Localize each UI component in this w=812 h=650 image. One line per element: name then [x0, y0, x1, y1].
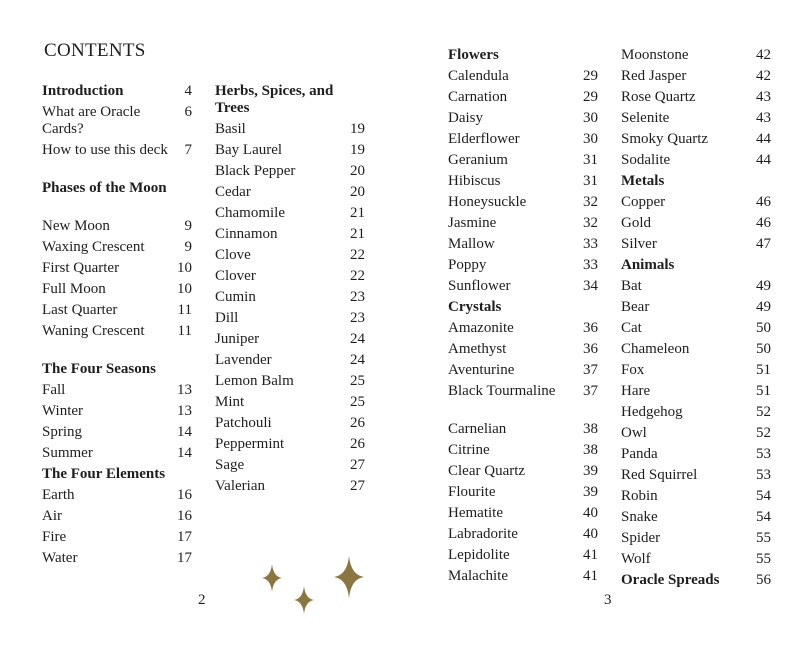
- toc-entry: [215, 268, 365, 289]
- toc-entry: [621, 425, 771, 446]
- toc-entry: [215, 457, 365, 478]
- toc-entry: [621, 131, 771, 152]
- section-heading: [42, 466, 192, 487]
- entry-page-number: 4: [184, 83, 192, 99]
- toc-entry: [448, 152, 598, 173]
- section-heading: [621, 173, 771, 194]
- entry-label: Dill: [215, 310, 239, 326]
- entry-label: Smoky Quartz: [621, 131, 709, 147]
- toc-entry: [42, 424, 192, 445]
- entry-page-number: 33: [583, 257, 598, 273]
- page-number-left: 2: [198, 592, 206, 608]
- entry-page-number: 24: [350, 352, 365, 368]
- entry-page-number: 7: [184, 142, 192, 158]
- toc-entry: [621, 215, 771, 236]
- entry-page-number: 40: [583, 526, 598, 542]
- entry-label: Cinnamon: [215, 226, 278, 242]
- entry-page-number: 9: [184, 218, 192, 234]
- toc-entry: [621, 194, 771, 215]
- toc-entry: [215, 373, 365, 394]
- toc-column-right-2: [621, 47, 771, 593]
- entry-label: Waxing Crescent: [42, 239, 145, 255]
- entry-page-number: 25: [350, 394, 365, 410]
- entry-page-number: 52: [756, 425, 771, 441]
- entry-label: Waning Crescent: [42, 323, 145, 339]
- entry-label: Panda: [621, 446, 658, 462]
- entry-page-number: 10: [177, 281, 192, 297]
- entry-label: Patchouli: [215, 415, 272, 431]
- toc-entry: [621, 467, 771, 488]
- toc-entry: [621, 89, 771, 110]
- entry-label: Introduction: [42, 83, 124, 99]
- toc-entry: [42, 382, 192, 403]
- entry-page-number: 13: [177, 403, 192, 419]
- entry-label: Earth: [42, 487, 75, 503]
- entry-label: Wolf: [621, 551, 651, 567]
- entry-label: Fire: [42, 529, 67, 545]
- toc-entry: [621, 383, 771, 404]
- entry-page-number: 46: [756, 215, 771, 231]
- entry-label: Snake: [621, 509, 658, 525]
- entry-page-number: 20: [350, 184, 365, 200]
- entry-label: Honeysuckle: [448, 194, 527, 210]
- entry-page-number: 30: [583, 131, 598, 147]
- entry-label: Flourite: [448, 484, 496, 500]
- entry-page-number: 14: [177, 424, 192, 440]
- entry-label: Herbs, Spices, and Trees: [215, 83, 334, 116]
- toc-entry: [621, 278, 771, 299]
- toc-entry: [621, 509, 771, 530]
- toc-entry: [621, 341, 771, 362]
- entry-label: Geranium: [448, 152, 508, 168]
- entry-page-number: 44: [756, 131, 771, 147]
- toc-column-left-2: [215, 83, 365, 499]
- entry-page-number: 37: [583, 362, 598, 378]
- entry-page-number: 49: [756, 278, 771, 294]
- toc-entry: [621, 236, 771, 257]
- entry-label: Hare: [621, 383, 651, 399]
- entry-page-number: 41: [583, 547, 598, 563]
- toc-entry: [42, 487, 192, 508]
- toc-entry: [42, 239, 192, 260]
- entry-page-number: 38: [583, 421, 598, 437]
- toc-entry: [621, 551, 771, 572]
- entry-page-number: 11: [177, 323, 192, 339]
- entry-page-number: 40: [583, 505, 598, 521]
- toc-entry: [448, 484, 598, 505]
- entry-label: Clover: [215, 268, 256, 284]
- toc-entry: [448, 568, 598, 589]
- entry-page-number: 50: [756, 341, 771, 357]
- entry-label: Red Jasper: [621, 68, 687, 84]
- entry-page-number: 24: [350, 331, 365, 347]
- entry-label: Carnation: [448, 89, 508, 105]
- toc-entry: [215, 163, 365, 184]
- entry-page-number: 19: [350, 142, 365, 158]
- entry-page-number: 42: [756, 68, 771, 84]
- toc-entry: [448, 362, 598, 383]
- toc-entry: [621, 320, 771, 341]
- entry-page-number: 54: [756, 488, 771, 504]
- toc-entry: [621, 446, 771, 467]
- entry-page-number: 36: [583, 320, 598, 336]
- toc-entry: [448, 383, 598, 421]
- section-heading: [448, 299, 598, 320]
- entry-label: Selenite: [621, 110, 670, 126]
- entry-label: Amethyst: [448, 341, 507, 357]
- entry-page-number: 33: [583, 236, 598, 252]
- toc-entry: [448, 236, 598, 257]
- entry-page-number: 6: [184, 104, 192, 120]
- entry-label: Moonstone: [621, 47, 689, 63]
- sparkle-star-icon: [294, 586, 314, 614]
- toc-entry: [42, 550, 192, 571]
- toc-entry: [448, 421, 598, 442]
- toc-entry: [42, 445, 192, 466]
- toc-entry: [42, 142, 192, 180]
- entry-page-number: 47: [756, 236, 771, 252]
- entry-page-number: 17: [177, 529, 192, 545]
- toc-entry: [448, 442, 598, 463]
- entry-label: Hematite: [448, 505, 503, 521]
- entry-label: Valerian: [215, 478, 265, 494]
- toc-entry: [621, 362, 771, 383]
- toc-entry: [215, 142, 365, 163]
- entry-page-number: 31: [583, 173, 598, 189]
- entry-label: Silver: [621, 236, 657, 252]
- entry-label: Malachite: [448, 568, 508, 584]
- toc-entry: [448, 547, 598, 568]
- entry-page-number: 26: [350, 436, 365, 452]
- toc-column-left-1: [42, 83, 192, 571]
- entry-label: Carnelian: [448, 421, 507, 437]
- entry-label: Aventurine: [448, 362, 515, 378]
- toc-entry: [621, 110, 771, 131]
- entry-page-number: 43: [756, 110, 771, 126]
- entry-page-number: 41: [583, 568, 598, 584]
- toc-entry: [215, 226, 365, 247]
- entry-page-number: 39: [583, 463, 598, 479]
- entry-page-number: 17: [177, 550, 192, 566]
- entry-label: Mallow: [448, 236, 495, 252]
- entry-page-number: 16: [177, 487, 192, 503]
- toc-entry: [42, 508, 192, 529]
- toc-entry: [42, 281, 192, 302]
- toc-entry: [621, 47, 771, 68]
- toc-entry: [621, 404, 771, 425]
- entry-page-number: 32: [583, 215, 598, 231]
- entry-label: The Four Seasons: [42, 361, 156, 377]
- entry-label: Animals: [621, 257, 675, 273]
- entry-label: Spring: [42, 424, 83, 440]
- page-number-right: 3: [604, 592, 612, 608]
- entry-label: Black Pepper: [215, 163, 296, 179]
- entry-page-number: 23: [350, 289, 365, 305]
- entry-page-number: 29: [583, 68, 598, 84]
- toc-entry: [448, 463, 598, 484]
- entry-page-number: 21: [350, 205, 365, 221]
- toc-entry: [42, 104, 192, 142]
- section-heading: [42, 180, 192, 218]
- entry-label: The Four Elements: [42, 466, 166, 482]
- entry-page-number: 14: [177, 445, 192, 461]
- entry-page-number: 25: [350, 373, 365, 389]
- entry-label: Calendula: [448, 68, 509, 84]
- toc-entry: [448, 278, 598, 299]
- toc-entry: [215, 415, 365, 436]
- toc-entry: [215, 352, 365, 373]
- toc-entry: [215, 205, 365, 226]
- toc-entry: [215, 478, 365, 499]
- entry-label: Poppy: [448, 257, 487, 273]
- toc-entry: [448, 215, 598, 236]
- entry-label: Amazonite: [448, 320, 514, 336]
- entry-label: Owl: [621, 425, 647, 441]
- toc-entry: [448, 68, 598, 89]
- entry-page-number: 27: [350, 478, 365, 494]
- entry-page-number: 31: [583, 152, 598, 168]
- section-heading: [42, 83, 192, 104]
- entry-label: Cumin: [215, 289, 256, 305]
- entry-label: Lepidolite: [448, 547, 510, 563]
- entry-label: What are Oracle Cards?: [42, 104, 141, 137]
- entry-label: Elderflower: [448, 131, 520, 147]
- entry-label: Copper: [621, 194, 666, 210]
- entry-page-number: 11: [177, 302, 192, 318]
- entry-page-number: 32: [583, 194, 598, 210]
- entry-page-number: 36: [583, 341, 598, 357]
- entry-page-number: 20: [350, 163, 365, 179]
- entry-page-number: 52: [756, 404, 771, 420]
- entry-page-number: 54: [756, 509, 771, 525]
- toc-entry: [448, 257, 598, 278]
- section-heading: [448, 47, 598, 68]
- toc-entry: [621, 299, 771, 320]
- entry-label: Lemon Balm: [215, 373, 294, 389]
- entry-page-number: 29: [583, 89, 598, 105]
- entry-label: Bat: [621, 278, 642, 294]
- entry-page-number: 13: [177, 382, 192, 398]
- entry-label: Citrine: [448, 442, 490, 458]
- entry-label: Clear Quartz: [448, 463, 526, 479]
- toc-entry: [215, 289, 365, 310]
- toc-entry: [42, 403, 192, 424]
- entry-label: Air: [42, 508, 62, 524]
- entry-label: Phases of the Moon: [42, 180, 167, 196]
- toc-entry: [42, 529, 192, 550]
- entry-page-number: 16: [177, 508, 192, 524]
- entry-label: Spider: [621, 530, 661, 546]
- entry-label: Chamomile: [215, 205, 285, 221]
- entry-label: Chameleon: [621, 341, 690, 357]
- entry-label: Labradorite: [448, 526, 518, 542]
- entry-page-number: 19: [350, 121, 365, 137]
- entry-page-number: 30: [583, 110, 598, 126]
- toc-entry: [215, 121, 365, 142]
- entry-label: Jasmine: [448, 215, 497, 231]
- entry-page-number: 27: [350, 457, 365, 473]
- entry-page-number: 34: [583, 278, 598, 294]
- entry-page-number: 38: [583, 442, 598, 458]
- toc-entry: [621, 488, 771, 509]
- entry-label: Daisy: [448, 110, 483, 126]
- entry-label: Bear: [621, 299, 650, 315]
- entry-label: Gold: [621, 215, 651, 231]
- section-heading: [621, 572, 771, 593]
- toc-entry: [215, 394, 365, 415]
- entry-page-number: 23: [350, 310, 365, 326]
- section-heading: [621, 257, 771, 278]
- entry-label: Fox: [621, 362, 645, 378]
- entry-label: Oracle Spreads: [621, 572, 720, 588]
- entry-label: Juniper: [215, 331, 260, 347]
- entry-label: Basil: [215, 121, 246, 137]
- entry-label: Robin: [621, 488, 658, 504]
- entry-page-number: 43: [756, 89, 771, 105]
- entry-page-number: 50: [756, 320, 771, 336]
- entry-page-number: 55: [756, 530, 771, 546]
- entry-page-number: 51: [756, 362, 771, 378]
- entry-page-number: 22: [350, 247, 365, 263]
- entry-page-number: 26: [350, 415, 365, 431]
- entry-page-number: 9: [184, 239, 192, 255]
- toc-entry: [215, 310, 365, 331]
- entry-label: Winter: [42, 403, 84, 419]
- entry-page-number: 49: [756, 299, 771, 315]
- entry-label: Water: [42, 550, 78, 566]
- entry-page-number: 56: [756, 572, 771, 588]
- toc-entry: [448, 110, 598, 131]
- entry-label: Fall: [42, 382, 66, 398]
- entry-page-number: 37: [583, 383, 598, 399]
- sparkle-star-icon: [262, 564, 282, 592]
- section-heading: [215, 83, 365, 121]
- toc-entry: [621, 68, 771, 89]
- toc-entry: [42, 260, 192, 281]
- entry-label: Rose Quartz: [621, 89, 696, 105]
- toc-entry: [448, 173, 598, 194]
- toc-entry: [215, 436, 365, 457]
- entry-label: Crystals: [448, 299, 502, 315]
- entry-page-number: 42: [756, 47, 771, 63]
- entry-label: Black Tourmaline: [448, 383, 556, 399]
- entry-label: How to use this deck: [42, 142, 168, 158]
- toc-entry: [215, 331, 365, 352]
- entry-label: Hedgehog: [621, 404, 683, 420]
- entry-page-number: 39: [583, 484, 598, 500]
- entry-page-number: 22: [350, 268, 365, 284]
- entry-label: New Moon: [42, 218, 110, 234]
- toc-entry: [42, 218, 192, 239]
- toc-entry: [448, 89, 598, 110]
- toc-entry: [448, 526, 598, 547]
- entry-label: Last Quarter: [42, 302, 118, 318]
- entry-label: First Quarter: [42, 260, 120, 276]
- toc-entry: [621, 530, 771, 551]
- toc-entry: [448, 341, 598, 362]
- entry-label: Sunflower: [448, 278, 511, 294]
- entry-label: Metals: [621, 173, 665, 189]
- section-heading: [42, 361, 192, 382]
- entry-label: Sage: [215, 457, 245, 473]
- contents-title: CONTENTS: [44, 40, 146, 61]
- entry-label: Hibiscus: [448, 173, 501, 189]
- toc-entry: [42, 323, 192, 361]
- entry-label: Cat: [621, 320, 642, 336]
- entry-page-number: 44: [756, 152, 771, 168]
- entry-page-number: 53: [756, 467, 771, 483]
- toc-entry: [448, 131, 598, 152]
- entry-label: Flowers: [448, 47, 499, 63]
- entry-page-number: 21: [350, 226, 365, 242]
- entry-label: Clove: [215, 247, 251, 263]
- entry-page-number: 10: [177, 260, 192, 276]
- toc-entry: [448, 194, 598, 215]
- toc-entry: [215, 184, 365, 205]
- toc-column-right-1: [448, 47, 598, 589]
- toc-entry: [621, 152, 771, 173]
- entry-label: Peppermint: [215, 436, 285, 452]
- toc-entry: [448, 320, 598, 341]
- entry-page-number: 46: [756, 194, 771, 210]
- entry-page-number: 51: [756, 383, 771, 399]
- toc-entry: [448, 505, 598, 526]
- entry-label: Bay Laurel: [215, 142, 283, 158]
- entry-page-number: 53: [756, 446, 771, 462]
- toc-entry: [215, 247, 365, 268]
- entry-label: Full Moon: [42, 281, 106, 297]
- entry-label: Cedar: [215, 184, 251, 200]
- entry-label: Lavender: [215, 352, 272, 368]
- entry-page-number: 55: [756, 551, 771, 567]
- entry-label: Summer: [42, 445, 93, 461]
- sparkle-star-icon: [334, 556, 364, 598]
- entry-label: Sodalite: [621, 152, 671, 168]
- toc-entry: [42, 302, 192, 323]
- entry-label: Mint: [215, 394, 245, 410]
- entry-label: Red Squirrel: [621, 467, 698, 483]
